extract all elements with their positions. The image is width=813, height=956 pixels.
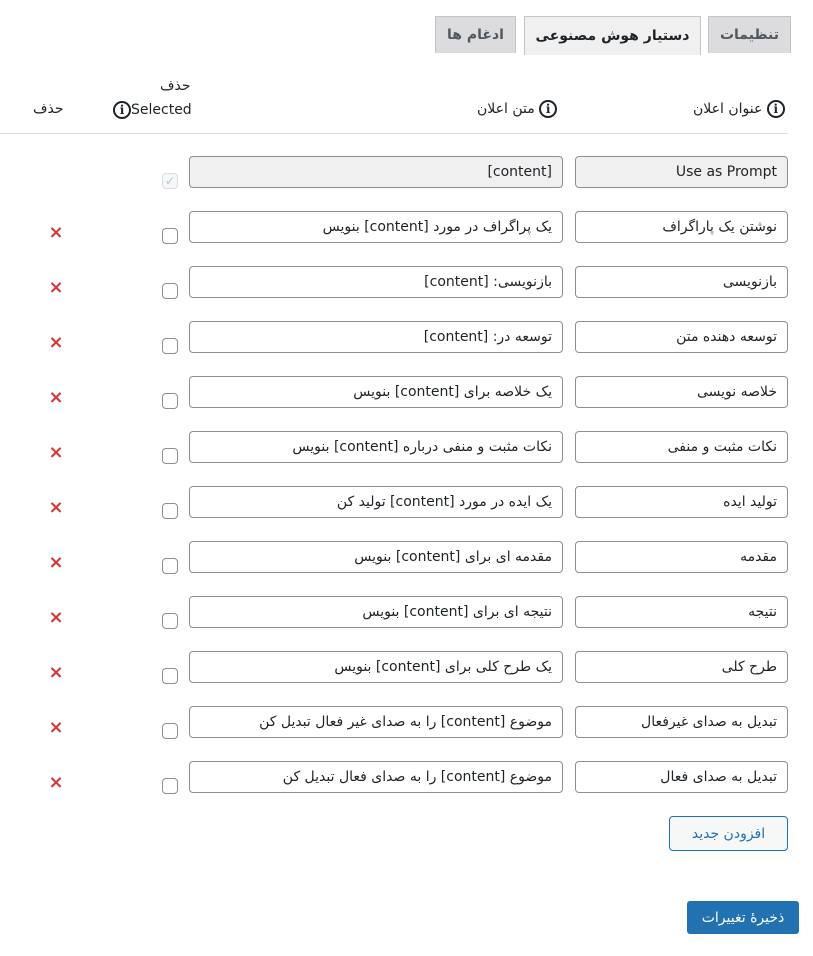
column-header-title-label: عنوان اعلان <box>693 101 763 117</box>
delete-row-icon[interactable]: × <box>48 717 64 738</box>
prompt-text-field[interactable]: نتیجه ای برای [content] بنویس <box>189 596 563 628</box>
column-header-title <box>693 100 785 118</box>
header-divider <box>0 133 788 134</box>
selected-checkbox[interactable] <box>162 228 178 244</box>
tab-bar <box>0 16 813 56</box>
selected-checkbox[interactable] <box>162 723 178 739</box>
prompt-text-field[interactable]: موضوع [content] را به صدای فعال تبدیل کن <box>189 761 563 793</box>
tab-integrations[interactable]: ادغام ها <box>435 16 516 53</box>
prompt-title-field[interactable]: تبدیل به صدای غیرفعال <box>575 706 788 738</box>
prompt-text-field[interactable]: یک پراگراف در مورد [content] بنویس <box>189 211 563 243</box>
prompt-text-field[interactable]: توسعه در: [content] <box>189 321 563 353</box>
prompt-title-field[interactable]: نوشتن یک پاراگراف <box>575 211 788 243</box>
prompt-text-field-default: [content] <box>189 156 563 188</box>
prompt-title-field[interactable]: طرح کلی <box>575 651 788 683</box>
save-changes-button[interactable]: ذخیرهٔ تغییرات <box>687 901 799 934</box>
prompt-title-field[interactable]: مقدمه <box>575 541 788 573</box>
delete-row-icon[interactable]: × <box>48 497 64 518</box>
prompt-title-field[interactable]: خلاصه نویسی <box>575 376 788 408</box>
column-header-selected <box>113 101 192 119</box>
prompt-text-field[interactable]: یک طرح کلی برای [content] بنویس <box>189 651 563 683</box>
selected-checkbox[interactable] <box>162 393 178 409</box>
prompt-title-field[interactable]: بازنویسی <box>575 266 788 298</box>
tab-ai-assistant[interactable]: دستیار هوش مصنوعی <box>524 16 701 55</box>
selected-checkbox-default: ✓ <box>162 173 178 189</box>
add-new-button[interactable]: افزودن جدید <box>669 816 788 851</box>
delete-row-icon[interactable]: × <box>48 442 64 463</box>
selected-checkbox[interactable] <box>162 503 178 519</box>
prompt-text-field[interactable]: نکات مثبت و منفی درباره [content] بنویس <box>189 431 563 463</box>
delete-row-icon[interactable]: × <box>48 387 64 408</box>
prompt-title-field[interactable]: نتیجه <box>575 596 788 628</box>
delete-row-icon[interactable]: × <box>48 277 64 298</box>
prompt-title-field[interactable]: تبدیل به صدای فعال <box>575 761 788 793</box>
selected-checkbox[interactable] <box>162 613 178 629</box>
prompt-title-field[interactable]: نکات مثبت و منفی <box>575 431 788 463</box>
selected-checkbox[interactable] <box>162 778 178 794</box>
prompt-text-field[interactable]: موضوع [content] را به صدای غیر فعال تبدیل کن <box>189 706 563 738</box>
selected-checkbox[interactable] <box>162 283 178 299</box>
selected-checkbox[interactable] <box>162 558 178 574</box>
column-header-selected-label: Selected <box>131 102 192 118</box>
selected-checkbox[interactable] <box>162 338 178 354</box>
delete-row-icon[interactable]: × <box>48 332 64 353</box>
prompt-text-field[interactable]: مقدمه ای برای [content] بنویس <box>189 541 563 573</box>
prompt-title-field-default: Use as Prompt <box>575 156 788 188</box>
column-header-delete: حذف <box>33 101 64 117</box>
delete-row-icon[interactable]: × <box>48 662 64 683</box>
selected-checkbox[interactable] <box>162 448 178 464</box>
prompt-title-field[interactable]: تولید ایده <box>575 486 788 518</box>
delete-row-icon[interactable]: × <box>48 222 64 243</box>
delete-row-icon[interactable]: × <box>48 552 64 573</box>
column-header-selected-top: حذف <box>160 78 191 94</box>
info-icon[interactable]: i <box>113 101 131 119</box>
info-icon[interactable]: i <box>767 100 785 118</box>
delete-row-icon[interactable]: × <box>48 772 64 793</box>
column-header-text-label: متن اعلان <box>477 101 535 117</box>
prompt-text-field[interactable]: یک خلاصه برای [content] بنویس <box>189 376 563 408</box>
selected-checkbox[interactable] <box>162 668 178 684</box>
delete-row-icon[interactable]: × <box>48 607 64 628</box>
prompt-title-field[interactable]: توسعه دهنده متن <box>575 321 788 353</box>
prompt-text-field[interactable]: بازنویسی: [content] <box>189 266 563 298</box>
column-header-text <box>477 100 557 118</box>
tab-settings[interactable]: تنظیمات <box>708 16 791 53</box>
info-icon[interactable]: i <box>539 100 557 118</box>
prompt-text-field[interactable]: یک ایده در مورد [content] تولید کن <box>189 486 563 518</box>
